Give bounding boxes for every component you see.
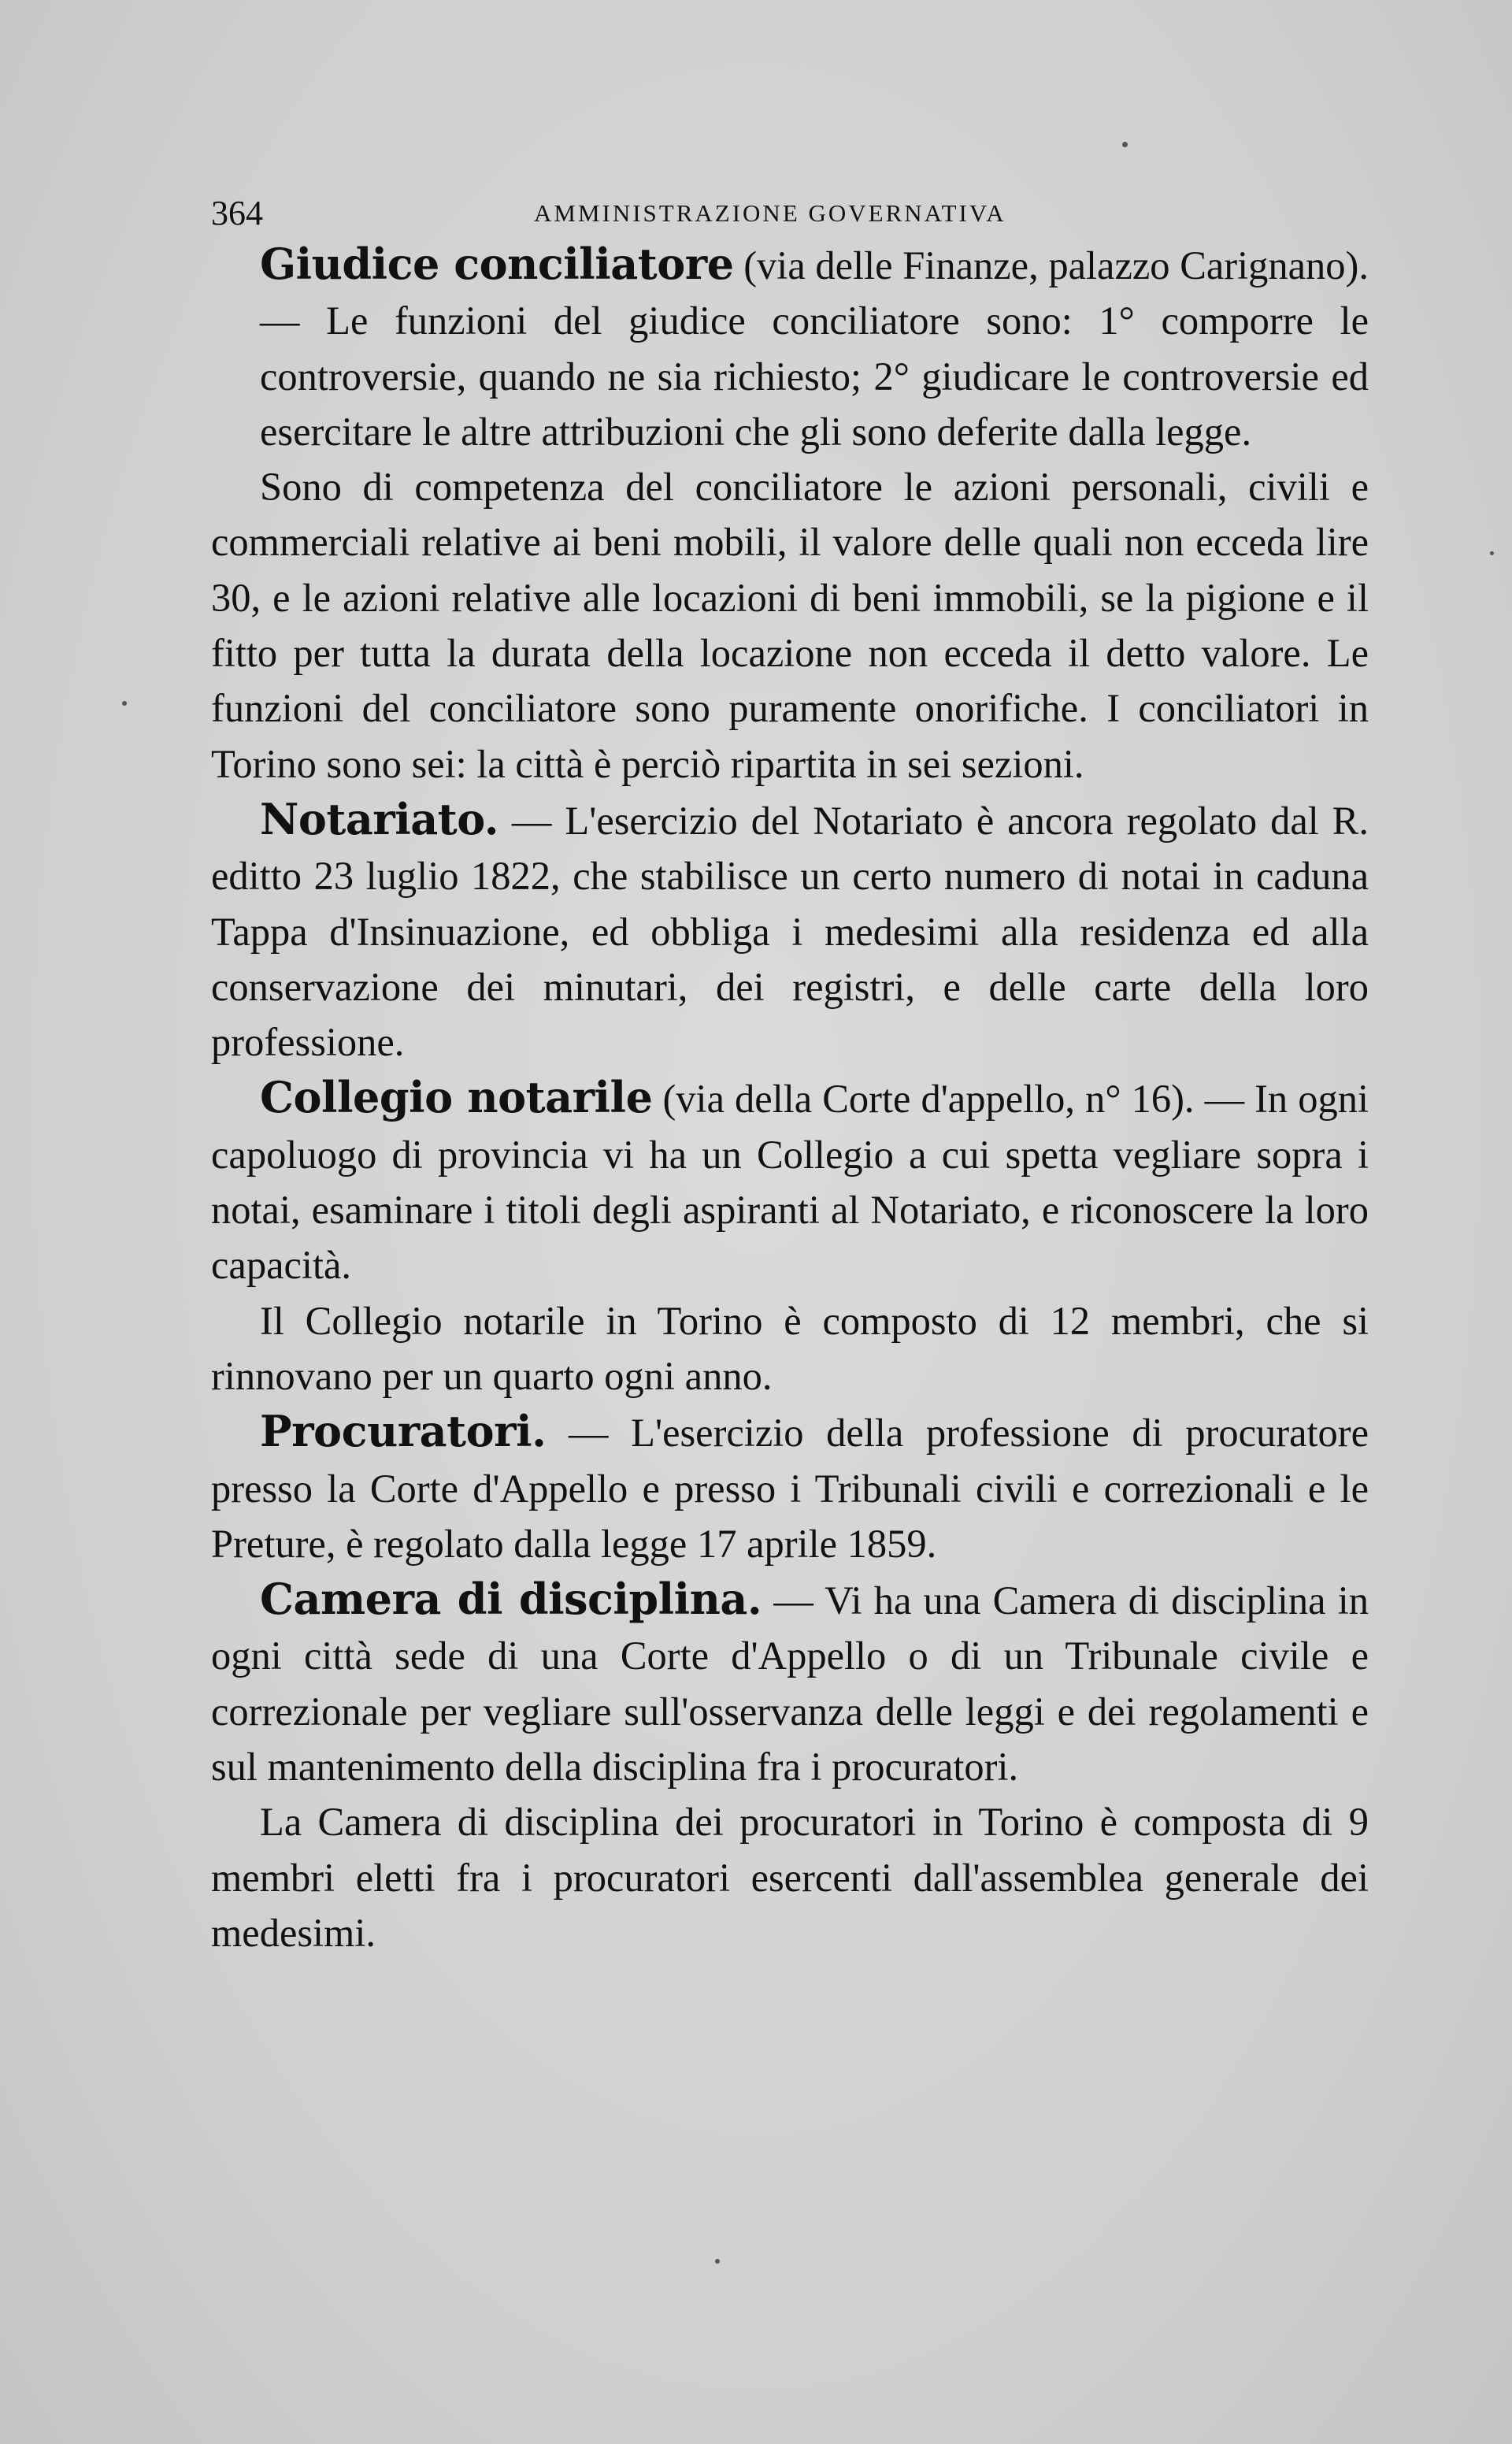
paragraph-procuratori <box>211 1404 1369 1571</box>
ink-speck <box>122 701 127 706</box>
section-heading: Procuratori. <box>260 1406 547 1457</box>
paragraph-text: Il Collegio notarile in Torino è composto di 12 membri, che si rinnovano per un quarto ogni anno. <box>211 1298 1369 1398</box>
page-header <box>211 186 1369 241</box>
paragraph-text: Sono di competenza del conciliatore le azioni personali, civili e commerciali relative ai beni mobili, il valore delle quali non ecceda lire 30, e le azioni relative alle locazioni di beni immobili, se la pigione e il fitto per tutta la durata della locazione non ecceda il detto valore. Le funzioni del conciliatore sono puramente onorifiche. I conciliatori in Torino sono sei: la città è perciò ripartita in sei sezioni. <box>211 465 1369 786</box>
running-head: AMMINISTRAZIONE GOVERNATIVA <box>534 199 1006 227</box>
paragraph-collegio-torino <box>211 1293 1369 1404</box>
ink-speck <box>1490 551 1494 555</box>
section-heading: Giudice conciliatore <box>260 239 734 289</box>
paragraph-text: (via della Corte d'appello, n° 16). — In ogni capoluogo di provincia vi ha un Collegio a cui spetta vegliare sopra i notai, esaminare i titoli degli aspiranti al Notariato, e riconoscere la loro capacità. <box>211 1077 1369 1288</box>
page-number: 364 <box>211 194 263 232</box>
paragraph-notariato <box>211 792 1369 1070</box>
paragraph-text: La Camera di disciplina dei procuratori in Torino è composta di 9 membri eletti fra i procuratori esercenti dall'assemblea generale dei medesimi. <box>211 1800 1369 1955</box>
section-heading: Notariato. <box>260 793 499 844</box>
section-heading: Collegio notarile <box>260 1072 653 1123</box>
paragraph-camera-torino <box>211 1794 1369 1960</box>
body-text <box>211 236 1369 1960</box>
paragraph-collegio-notarile <box>211 1070 1369 1292</box>
ink-speck <box>715 2259 720 2264</box>
paragraph-text: — L'esercizio della professione di procuratore presso la Corte d'Appello e presso i Tribunali civili e correzionali e le Preture, è regolato dalla legge 17 aprile 1859. <box>211 1411 1369 1566</box>
section-heading: Camera di disciplina. <box>260 1574 762 1625</box>
paragraph-giudice-conciliatore <box>211 236 1369 459</box>
paragraph-text: (via delle Finanze, palazzo Carignano). — Le funzioni del giudice conciliatore sono: 1° comporre le controversie, quando ne sia richiesto; 2° giudicare le controversie ed esercitare le altre attribuzioni che gli sono deferite dalla legge. <box>260 243 1369 454</box>
paragraph-text: — L'esercizio del Notariato è ancora regolato dal R. editto 23 luglio 1822, che stabilisce un certo numero di notai in caduna Tappa d'Insinuazione, ed obbliga i medesimi alla residenza ed alla conservazione dei minutari, dei registri, e delle carte della loro professione. <box>211 798 1369 1065</box>
paragraph-camera-disciplina <box>211 1571 1369 1794</box>
paragraph-competenza <box>211 459 1369 792</box>
paragraph-text: — Vi ha una Camera di disciplina in ogni città sede di una Corte d'Appello o di un Tribunale civile e correzionale per vegliare sull'osservanza delle leggi e dei regolamenti e sul mantenimento della disciplina fra i procuratori. <box>211 1578 1369 1789</box>
ink-speck <box>1122 142 1128 147</box>
